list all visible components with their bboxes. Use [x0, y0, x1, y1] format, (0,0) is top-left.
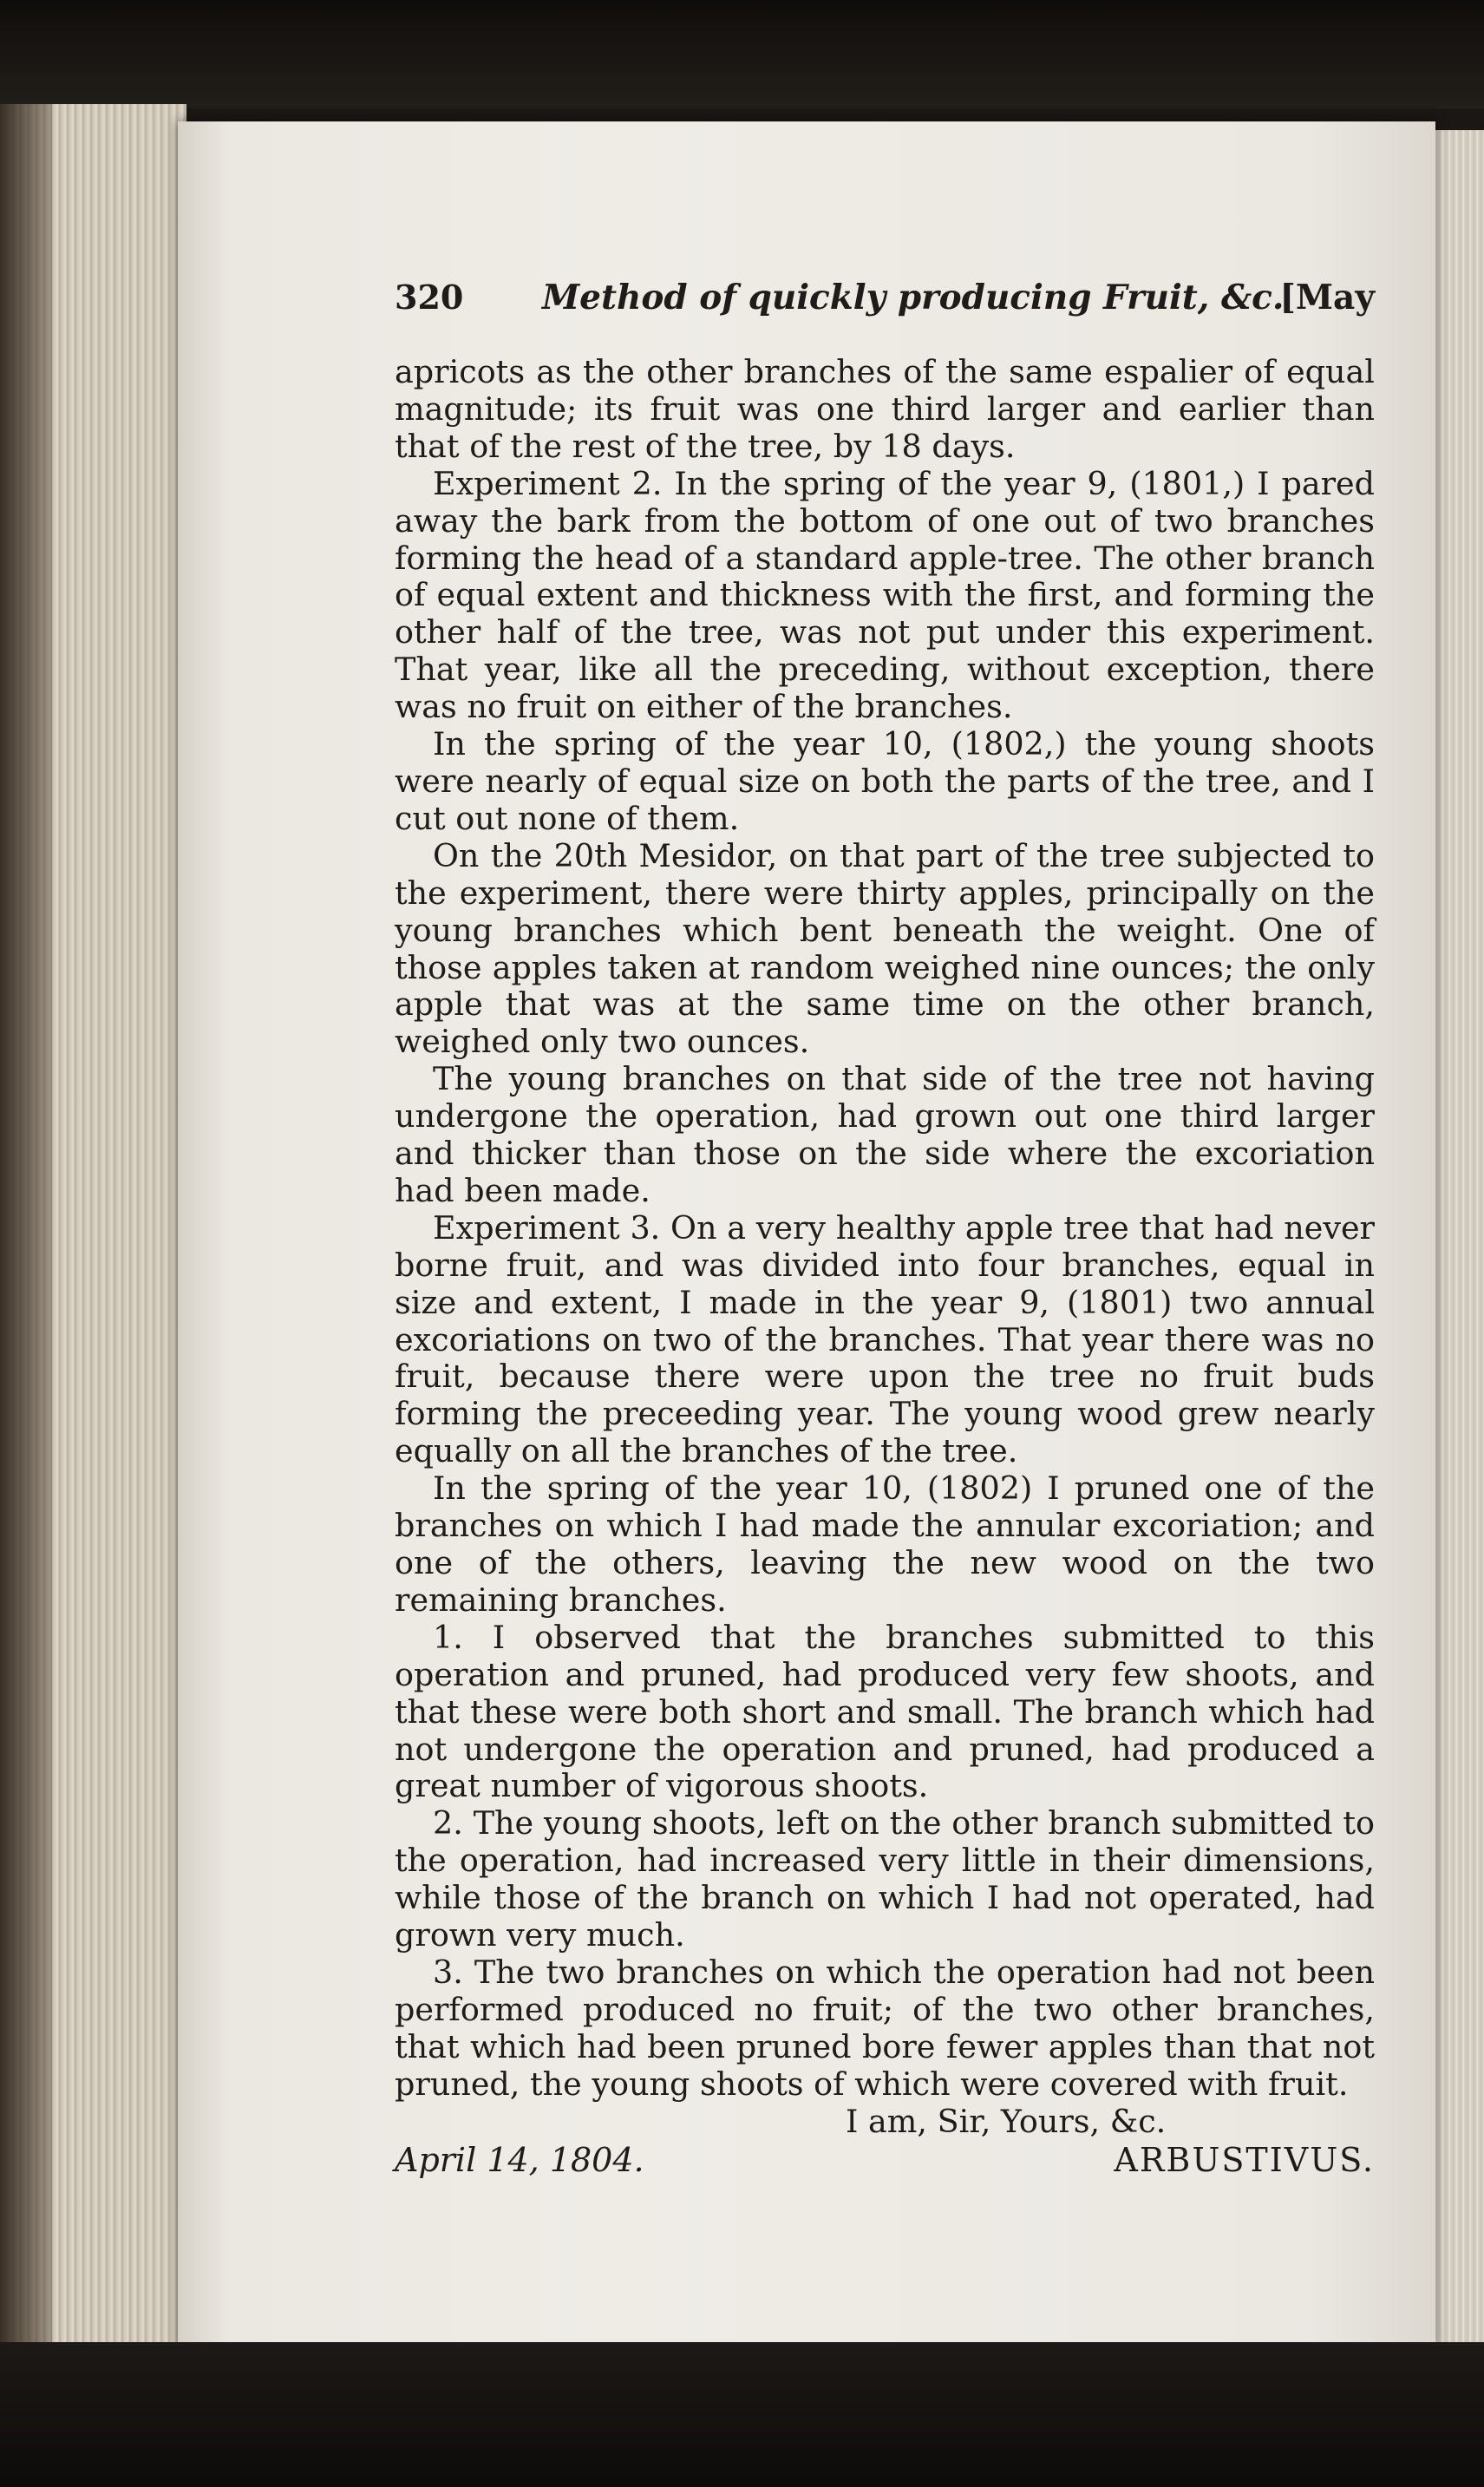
paragraph: 3. The two branches on which the operation had not been performed produced no fruit; of the two other branches, that which had been pruned bore fewer apples than that not pruned, the young shoots of which were covered with fruit.	[395, 1953, 1375, 2103]
paragraph: Experiment 2. In the spring of the year 9, (1801,) I pared away the bark from the bottom of one out of two branches forming the head of a standard apple-tree. The other branch of equal extent and thickness with the first, and forming the other half of the tree, was not put under this experiment. That year, like all the preceding, without exception, there was no fruit on either of the branches.	[395, 464, 1375, 726]
page-number: 320	[395, 278, 464, 317]
paragraph: 2. The young shoots, left on the other branch submitted to the operation, had increased very little in their dimensions, while those of the branch on which I had not operated, had grown very much.	[395, 1804, 1375, 1954]
paragraph: On the 20th Mesidor, on that part of the tree subjected to the experiment, there were thirty apples, principally on the young branches which bent beneath the weight. One of those apples taken at random weighed nine ounces; the only apple that was at the same time on the other branch, weighed only two ounces.	[395, 836, 1375, 1061]
closing-line	[395, 2141, 1375, 2184]
paragraph: The young branches on that side of the tree not having undergone the operation, had grown out one third larger and thicker than those on the side where the excoriation had been made.	[395, 1060, 1375, 1209]
article-body	[395, 354, 1375, 2104]
paragraph: Experiment 3. On a very healthy apple tree that had never borne fruit, and was divided into four branches, equal in size and extent, I made in the year 9, (1801) two annual excoriations on two of the branches. That year there was no fruit, because there were upon the tree no fruit buds forming the preceeding year. The young wood grew nearly equally on all the branches of the tree.	[395, 1208, 1375, 1470]
running-head	[395, 278, 1375, 330]
background-bottom	[0, 2342, 1484, 2487]
page-text-block	[395, 278, 1375, 2184]
paragraph: In the spring of the year 10, (1802) I pruned one of the branches on which I had made the annular excoriation; and one of the others, leaving the new wood on the two remaining branches.	[395, 1469, 1375, 1619]
running-month: [May	[1279, 278, 1375, 317]
signoff: I am, Sir, Yours, &c.	[846, 2102, 1167, 2140]
book-spine-shadow	[0, 104, 52, 2359]
closing-date: April 14, 1804.	[395, 2140, 644, 2179]
author-signature: ARBUSTIVUS.	[1114, 2140, 1375, 2179]
background-top	[0, 0, 1484, 108]
paragraph: In the spring of the year 10, (1802,) the young shoots were nearly of equal size on both the parts of the tree, and I cut out none of them.	[395, 725, 1375, 837]
paragraph: apricots as the other branches of the same espalier of equal magnitude; its fruit was one third larger and earlier than that of the rest of the tree, by 18 days.	[395, 353, 1375, 465]
paragraph: 1. I observed that the branches submitted to this operation and pruned, had produced very few shoots, and that these were both short and small. The branch which had not undergone the operation and pruned, had produced a great number of vigorous shoots.	[395, 1618, 1375, 1805]
running-title: Method of quickly producing Fruit, &c.	[542, 278, 1285, 317]
